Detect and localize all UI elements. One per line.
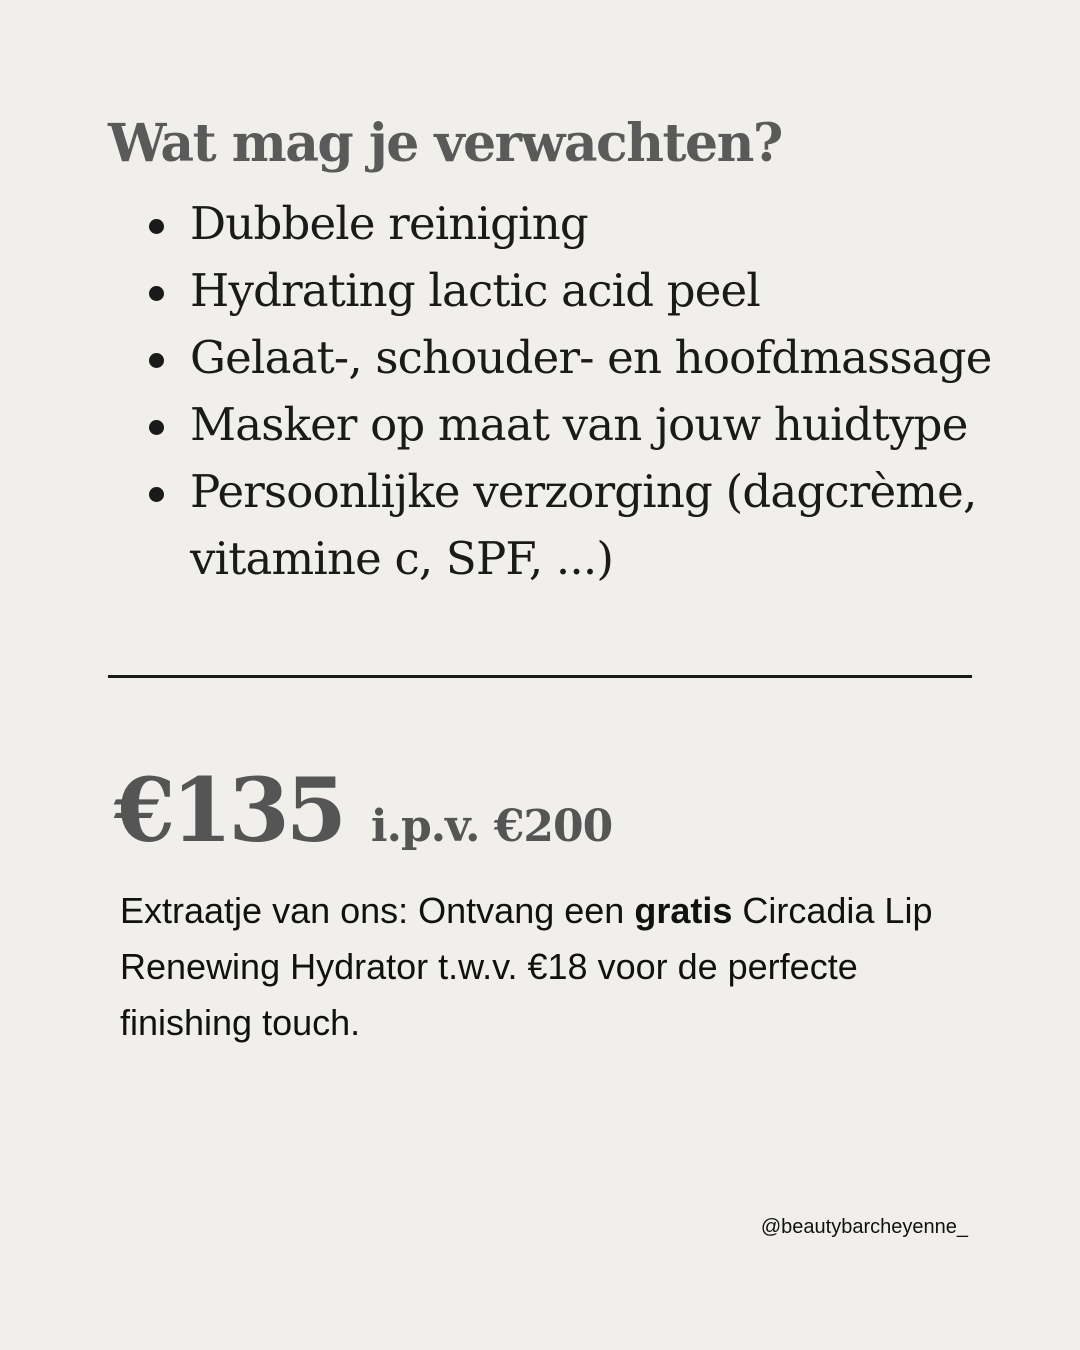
extra-rest: Circadia Lip Renewing Hydrator t.w.v. €18 voor de perfecte finishing touch. xyxy=(120,890,933,1043)
list-item: Masker op maat van jouw huidtype xyxy=(190,391,1020,458)
divider xyxy=(108,675,972,678)
extra-intro: Extraatje van ons: Ontvang een xyxy=(120,890,635,931)
treatment-list xyxy=(190,190,1020,592)
list-item: Persoonlijke verzorging (dagcrème, vitamine c, SPF, ...) xyxy=(190,458,1020,592)
list-item: Gelaat-, schouder- en hoofdmassage xyxy=(190,324,1020,391)
previous-price: i.p.v. €200 xyxy=(370,801,613,852)
extra-offer-text xyxy=(120,883,980,1051)
current-price: €135 xyxy=(114,758,343,862)
price-row xyxy=(114,755,612,865)
list-item: Hydrating lactic acid peel xyxy=(190,257,1020,324)
extra-highlight: gratis xyxy=(634,890,733,931)
page-title: Wat mag je verwachten? xyxy=(108,113,782,174)
list-item: Dubbele reiniging xyxy=(190,190,1020,257)
instagram-handle: @beautybarcheyenne_ xyxy=(760,1216,968,1238)
